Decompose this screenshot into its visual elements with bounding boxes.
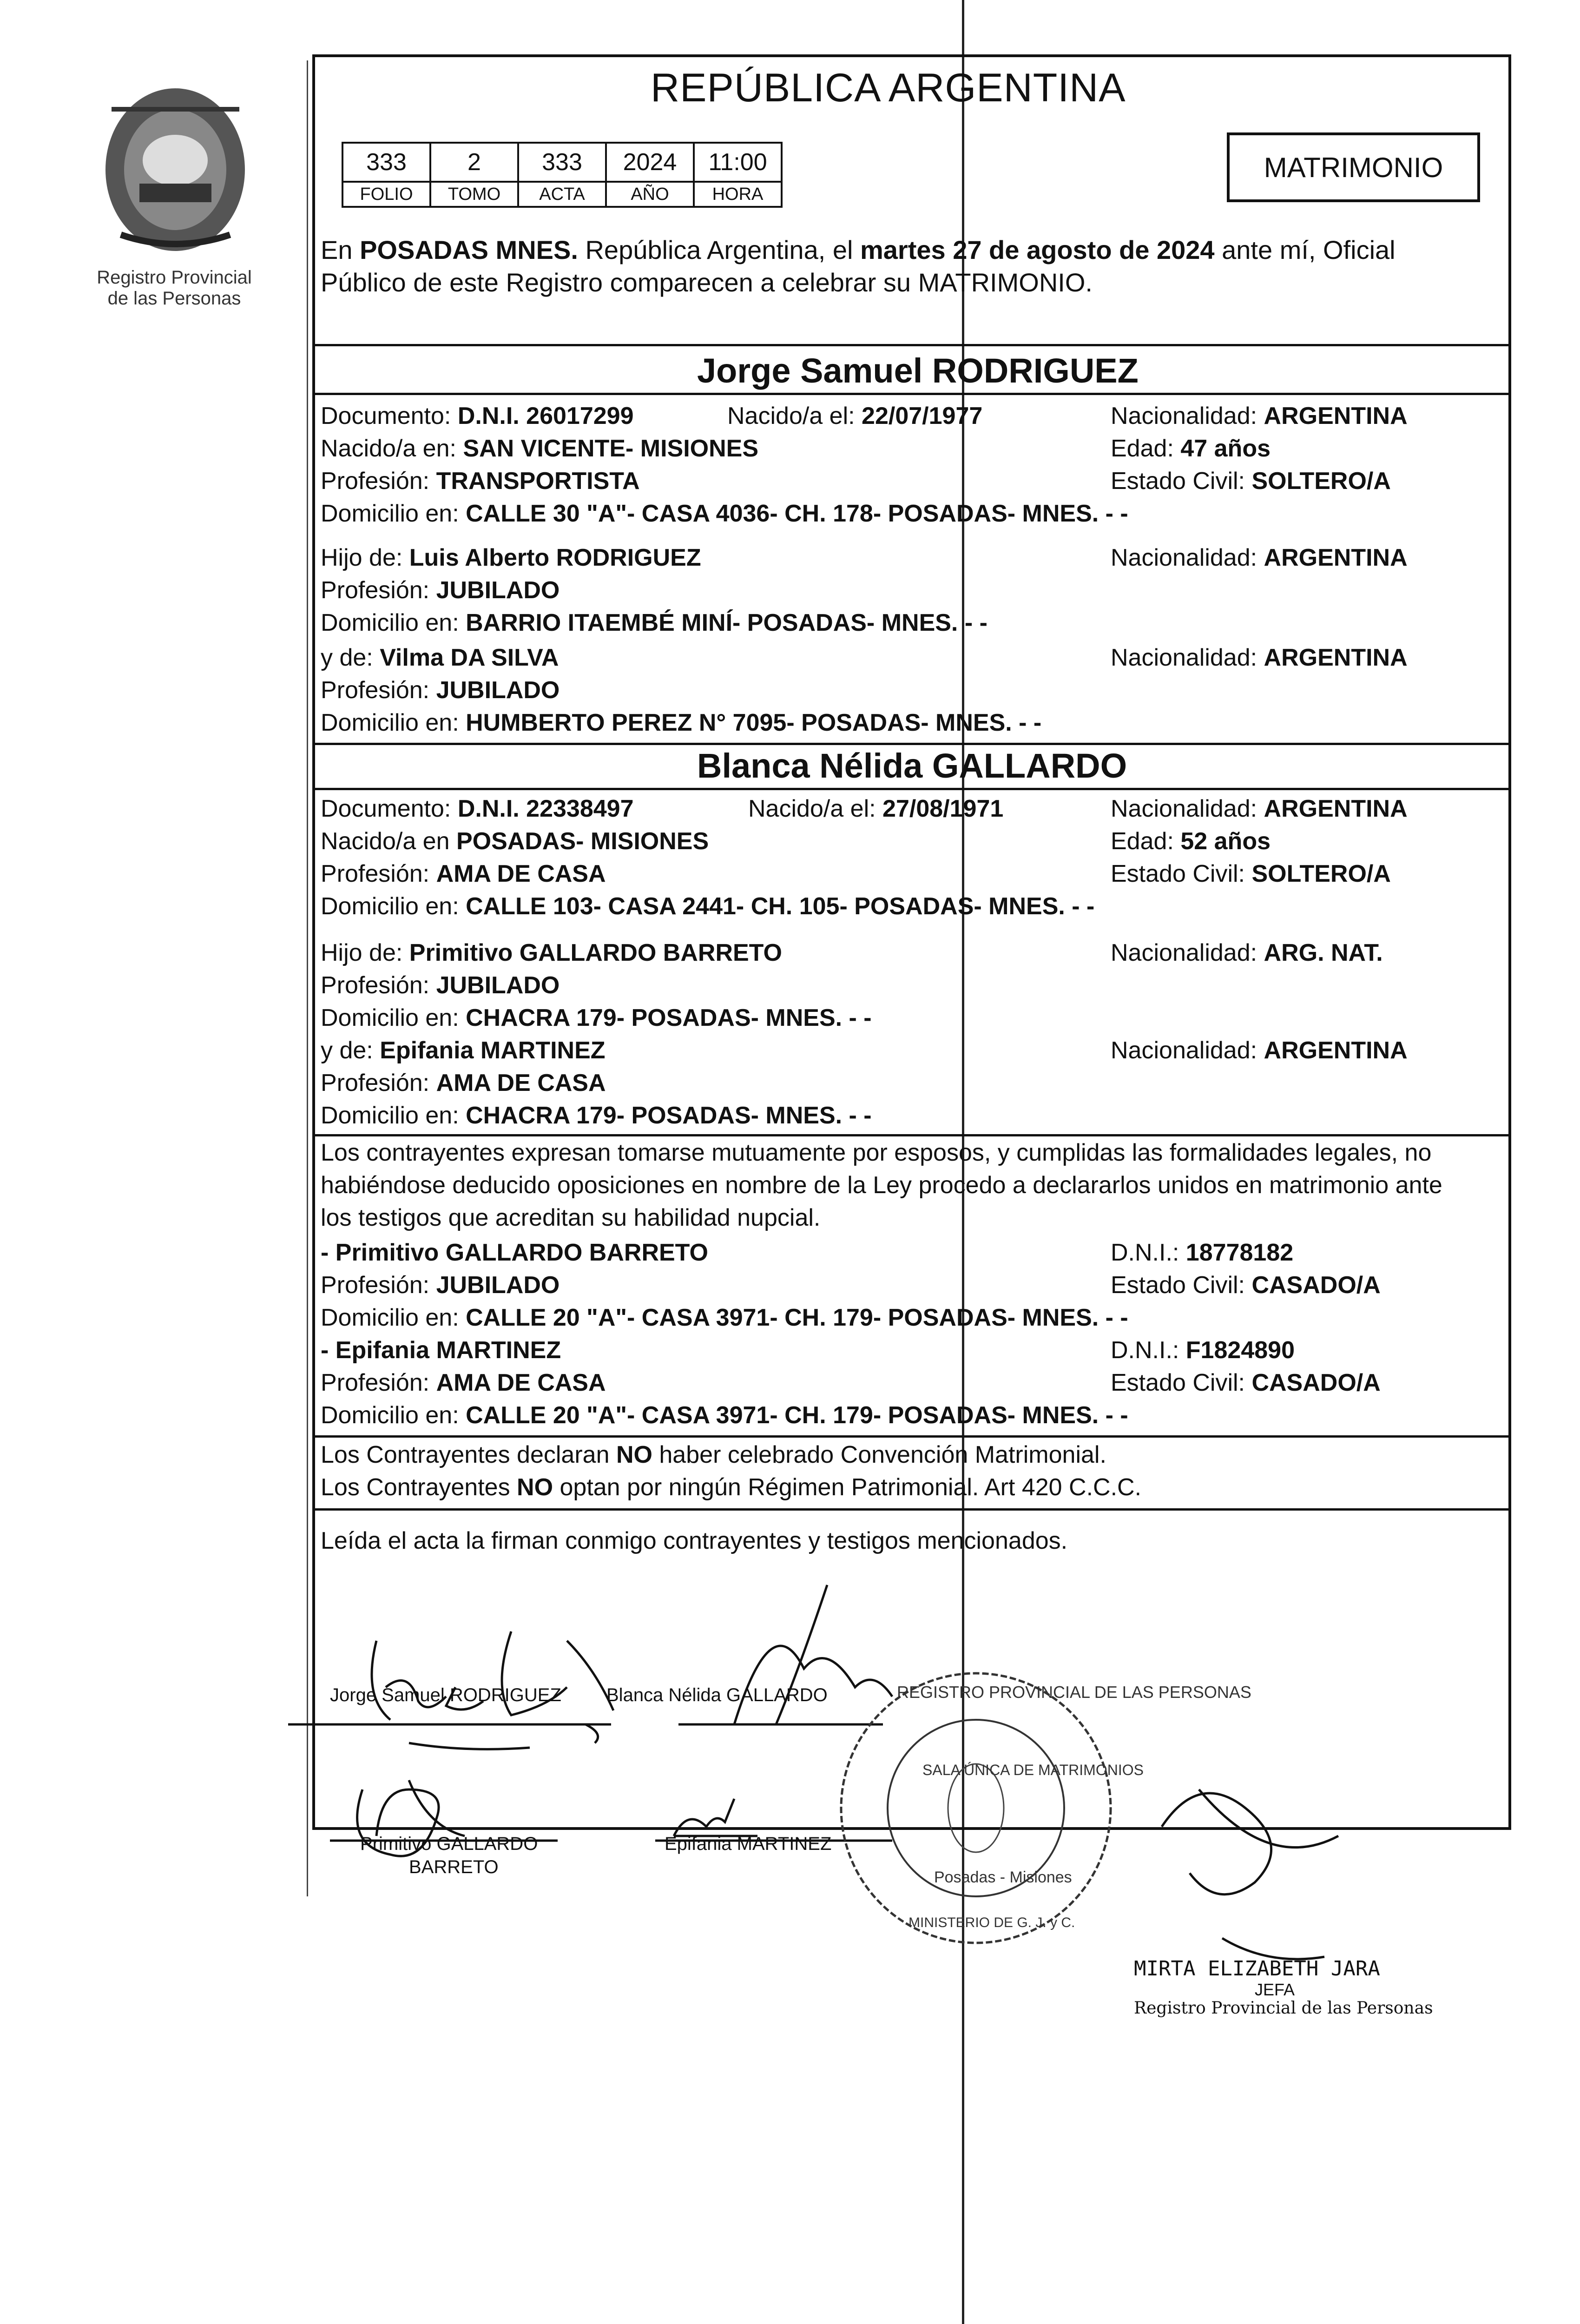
value: JUBILADO xyxy=(436,577,560,604)
value: Primitivo GALLARDO BARRETO xyxy=(409,939,782,966)
groom-signature-underline xyxy=(288,1724,598,1749)
groom-father-address xyxy=(321,609,988,637)
label: Estado Civil: xyxy=(1111,1272,1252,1299)
value: 18778182 xyxy=(1185,1239,1294,1266)
label: Domicilio en: xyxy=(321,609,466,636)
label: Nacionalidad: xyxy=(1111,544,1264,571)
label: Nacionalidad: xyxy=(1111,939,1264,966)
closing-text: Leída el acta la firman conmigo contrayentes y testigos mencionados. xyxy=(321,1527,1068,1554)
bride-birthplace xyxy=(321,827,709,855)
witness-2-name: - Epifania MARTINEZ xyxy=(321,1337,561,1364)
value: POSADAS- MISIONES xyxy=(456,828,709,855)
label: Nacido/a en: xyxy=(321,435,463,462)
witness-1-dni xyxy=(1111,1239,1293,1267)
label: Profesión: xyxy=(321,1070,436,1096)
bride-mother-profession xyxy=(321,1069,606,1097)
witness-2-civil-status xyxy=(1111,1369,1381,1397)
folio-label: FOLIO xyxy=(342,182,430,207)
text: NO xyxy=(616,1441,652,1468)
label: Domicilio en: xyxy=(321,500,466,527)
label: Nacionalidad: xyxy=(1111,795,1264,822)
groom-signature-stroke xyxy=(372,1631,613,1720)
intro-city: POSADAS MNES. xyxy=(360,235,578,264)
text: haber celebrado Convención Matrimonial. xyxy=(652,1441,1106,1468)
label: Estado Civil: xyxy=(1111,860,1252,887)
bride-profession xyxy=(321,860,606,888)
value: ARGENTINA xyxy=(1264,544,1408,571)
value: 27/08/1971 xyxy=(882,795,1004,822)
label: Nacionalidad: xyxy=(1111,403,1264,429)
logo-caption-line2: de las Personas xyxy=(107,288,241,309)
groom-name: Jorge Samuel RODRIGUEZ xyxy=(697,351,1139,390)
label: Profesión: xyxy=(321,1272,436,1299)
value: BARRIO ITAEMBÉ MINÍ- POSADAS- MNES. - - xyxy=(466,609,988,636)
witness-2-profession xyxy=(321,1369,606,1397)
label: Documento: xyxy=(321,795,458,822)
convention-line-1 xyxy=(321,1441,1106,1469)
value: ARGENTINA xyxy=(1264,795,1408,822)
bride-mother-nationality xyxy=(1111,1037,1408,1064)
label: Profesión: xyxy=(321,860,436,887)
label: D.N.I.: xyxy=(1111,1239,1186,1266)
document-title: REPÚBLICA ARGENTINA xyxy=(651,66,1126,110)
bride-age xyxy=(1111,827,1271,855)
stamp-ring-text: REGISTRO PROVINCIAL DE LAS PERSONAS xyxy=(897,1683,1251,1702)
groom-signature-caption: Jorge Samuel RODRIGUEZ xyxy=(330,1685,561,1705)
groom-father-nationality xyxy=(1111,544,1408,572)
label: Nacido/a el: xyxy=(727,403,862,429)
acta-label: ACTA xyxy=(518,182,606,207)
groom-age xyxy=(1111,435,1271,462)
groom-address xyxy=(321,500,1128,528)
intro-text: ante mí, Oficial xyxy=(1214,235,1396,264)
tomo-label: TOMO xyxy=(430,182,518,207)
groom-father xyxy=(321,544,701,572)
witness-1-civil-status xyxy=(1111,1271,1381,1299)
value: 22/07/1977 xyxy=(862,403,983,429)
value: ARGENTINA xyxy=(1264,1037,1408,1064)
witness-1-address xyxy=(321,1304,1128,1332)
value: Vilma DA SILVA xyxy=(380,644,559,671)
act-type-box: MATRIMONIO xyxy=(1227,132,1480,202)
groom-birthdate xyxy=(727,402,982,430)
bride-mother xyxy=(321,1037,606,1064)
value: CALLE 103- CASA 2441- CH. 105- POSADAS- MNES. - - xyxy=(466,893,1095,920)
label: Profesión: xyxy=(321,1369,436,1396)
tomo-value: 2 xyxy=(430,143,518,182)
official-signature-stroke xyxy=(1162,1789,1338,1959)
value: CASADO/A xyxy=(1251,1369,1381,1396)
bride-address xyxy=(321,892,1094,920)
label: Hijo de: xyxy=(321,939,409,966)
provincial-seal-logo xyxy=(84,77,267,263)
label: Domicilio en: xyxy=(321,1402,466,1429)
bride-nationality xyxy=(1111,795,1408,823)
label: Domicilio en: xyxy=(321,1102,466,1129)
value: Luis Alberto RODRIGUEZ xyxy=(409,544,701,571)
label: Nacionalidad: xyxy=(1111,1037,1264,1064)
label: Domicilio en: xyxy=(321,1004,466,1031)
official-organization: Registro Provincial de las Personas xyxy=(1134,1999,1433,2018)
label: Profesión: xyxy=(321,468,436,495)
official-round-stamp xyxy=(827,1664,1125,1952)
declaration-line-3: los testigos que acreditan su habilidad nupcial. xyxy=(321,1204,821,1231)
value: AMA DE CASA xyxy=(436,1369,606,1396)
value: CHACRA 179- POSADAS- MNES. - - xyxy=(466,1004,872,1031)
value: JUBILADO xyxy=(436,972,560,999)
value: ARGENTINA xyxy=(1264,644,1408,671)
bride-signature-caption: Blanca Nélida GALLARDO xyxy=(606,1685,828,1705)
bride-father-nationality xyxy=(1111,939,1383,967)
groom-mother-nationality xyxy=(1111,644,1408,672)
divider xyxy=(312,788,1511,790)
text: optan por ningún Régimen Patrimonial. Art 420 C.C.C. xyxy=(553,1474,1142,1501)
divider xyxy=(312,393,1511,395)
value: F1824890 xyxy=(1185,1337,1295,1364)
groom-profession xyxy=(321,467,640,495)
value: SAN VICENTE- MISIONES xyxy=(463,435,759,462)
text: Los Contrayentes declaran xyxy=(321,1441,616,1468)
groom-mother-address xyxy=(321,709,1041,737)
label: Estado Civil: xyxy=(1111,468,1252,495)
value: JUBILADO xyxy=(436,677,560,704)
witness1-signature-caption-2: BARRETO xyxy=(409,1857,499,1877)
groom-civil-status xyxy=(1111,467,1391,495)
bride-father xyxy=(321,939,782,967)
value: AMA DE CASA xyxy=(436,1070,606,1096)
value: JUBILADO xyxy=(436,1272,560,1299)
acta-value: 333 xyxy=(518,143,606,182)
declaration-line-2: habiéndose deducido oposiciones en nombre de la Ley procedo a declararlos unidos en matrimonio ante xyxy=(321,1172,1442,1199)
text: NO xyxy=(517,1474,553,1501)
witness2-signature-caption: Epifania MARTINEZ xyxy=(665,1834,832,1854)
intro-line-1 xyxy=(321,235,1396,265)
value: AMA DE CASA xyxy=(436,860,606,887)
intro-date: martes 27 de agosto de 2024 xyxy=(860,235,1215,264)
witness-2-dni xyxy=(1111,1336,1295,1364)
label: Nacido/a el: xyxy=(748,795,883,822)
intro-line-2: Público de este Registro comparecen a celebrar su MATRIMONIO. xyxy=(321,268,1093,297)
label: Profesión: xyxy=(321,577,436,604)
label: D.N.I.: xyxy=(1111,1337,1186,1364)
divider xyxy=(312,344,1511,346)
stamp-inner-text: SALA ÚNICA DE MATRIMONIOS xyxy=(922,1762,1144,1778)
ano-value: 2024 xyxy=(606,143,694,182)
divider xyxy=(312,1435,1511,1438)
value: ARG. NAT. xyxy=(1264,939,1383,966)
intro-text: República Argentina, el xyxy=(578,235,860,264)
hora-label: HORA xyxy=(694,182,782,207)
value: 47 años xyxy=(1180,435,1271,462)
logo-caption-line1: Registro Provincial xyxy=(97,267,252,288)
stamp-bottom-text: Posadas - Misiones xyxy=(934,1868,1072,1886)
value: HUMBERTO PEREZ N° 7095- POSADAS- MNES. - - xyxy=(466,709,1042,736)
official-name: MIRTA ELIZABETH JARA xyxy=(1134,1957,1380,1981)
hora-value: 11:00 xyxy=(694,143,782,182)
divider xyxy=(312,743,1511,745)
groom-father-profession xyxy=(321,576,560,604)
label: Domicilio en: xyxy=(321,709,466,736)
declaration-line-1: Los contrayentes expresan tomarse mutuamente por esposos, y cumplidas las formalidades legales, no xyxy=(321,1139,1432,1166)
value: CASADO/A xyxy=(1251,1272,1381,1299)
bride-mother-address xyxy=(321,1102,872,1129)
witness1-signature-caption-1: Primitivo GALLARDO xyxy=(360,1834,538,1854)
bride-birthdate xyxy=(748,795,1003,823)
stamp-ministry-text: MINISTERIO DE G. J. y C. xyxy=(908,1915,1075,1930)
registry-table xyxy=(342,142,783,208)
witness2-signature-stroke xyxy=(674,1799,757,1836)
divider xyxy=(312,1508,1511,1511)
value: CALLE 20 "A"- CASA 3971- CH. 179- POSADAS- MNES. - - xyxy=(466,1402,1128,1429)
label: Estado Civil: xyxy=(1111,1369,1252,1396)
bride-father-profession xyxy=(321,971,560,999)
witness-2-address xyxy=(321,1401,1128,1429)
bride-name: Blanca Nélida GALLARDO xyxy=(697,746,1127,785)
label: Edad: xyxy=(1111,435,1181,462)
witness-1-name: - Primitivo GALLARDO BARRETO xyxy=(321,1239,708,1266)
value: 52 años xyxy=(1180,828,1271,855)
label: Nacido/a en xyxy=(321,828,456,855)
groom-document xyxy=(321,402,634,430)
intro-text: En xyxy=(321,235,360,264)
value: Epifania MARTINEZ xyxy=(380,1037,606,1064)
bride-father-address xyxy=(321,1004,872,1032)
label: Domicilio en: xyxy=(321,1304,466,1331)
label: Documento: xyxy=(321,403,458,429)
value: TRANSPORTISTA xyxy=(436,468,640,495)
divider xyxy=(312,1134,1511,1136)
value: SOLTERO/A xyxy=(1251,468,1391,495)
label: y de: xyxy=(321,1037,380,1064)
value: CALLE 20 "A"- CASA 3971- CH. 179- POSADAS- MNES. - - xyxy=(466,1304,1128,1331)
label: Edad: xyxy=(1111,828,1181,855)
groom-birthplace xyxy=(321,435,758,462)
label: Profesión: xyxy=(321,677,436,704)
label: Domicilio en: xyxy=(321,893,466,920)
bride-civil-status xyxy=(1111,860,1391,888)
label: Hijo de: xyxy=(321,544,409,571)
groom-mother-profession xyxy=(321,676,560,704)
convention-line-2 xyxy=(321,1473,1141,1501)
official-role: JEFA xyxy=(1255,1980,1295,1999)
ano-label: AÑO xyxy=(606,182,694,207)
folio-value: 333 xyxy=(342,143,430,182)
label: y de: xyxy=(321,644,380,671)
groom-nationality xyxy=(1111,402,1408,430)
value: CHACRA 179- POSADAS- MNES. - - xyxy=(466,1102,872,1129)
groom-mother xyxy=(321,644,559,672)
text: Los Contrayentes xyxy=(321,1474,517,1501)
witness-1-profession xyxy=(321,1271,560,1299)
label: Nacionalidad: xyxy=(1111,644,1264,671)
value: D.N.I. 26017299 xyxy=(457,403,634,429)
bride-document xyxy=(321,795,634,823)
value: D.N.I. 22338497 xyxy=(457,795,634,822)
value: ARGENTINA xyxy=(1264,403,1408,429)
label: Profesión: xyxy=(321,972,436,999)
value: SOLTERO/A xyxy=(1251,860,1391,887)
value: CALLE 30 "A"- CASA 4036- CH. 178- POSADAS- MNES. - - xyxy=(466,500,1128,527)
